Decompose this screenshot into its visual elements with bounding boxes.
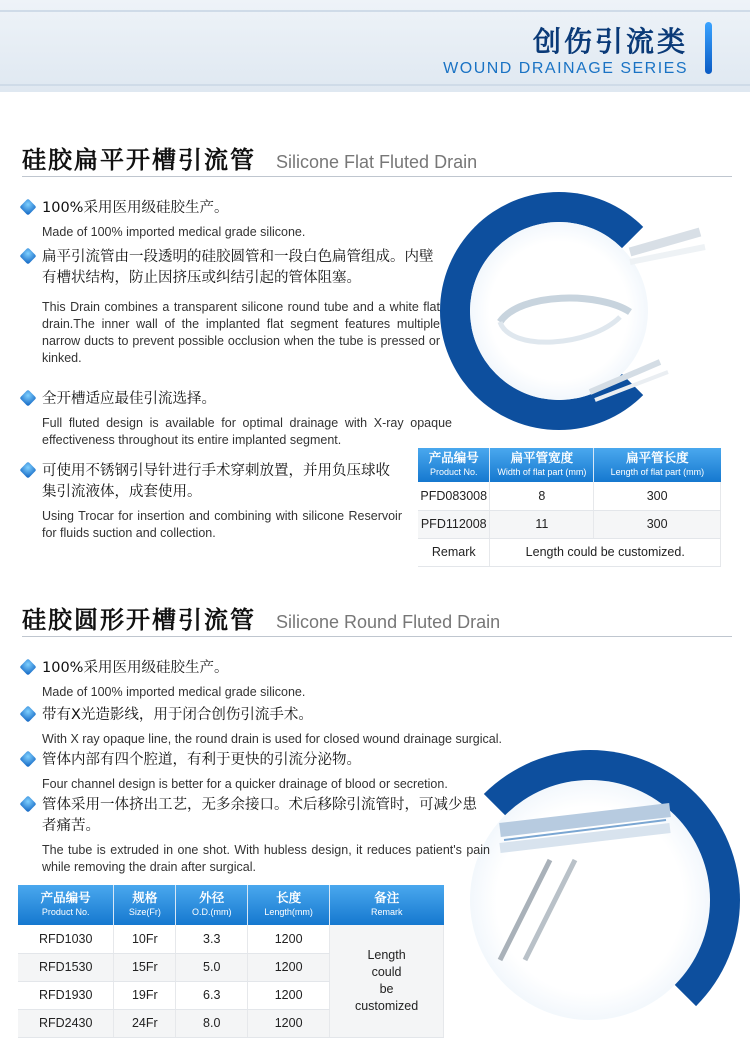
table-cell: 10Fr [114,925,176,953]
bullet-text-en: This Drain combines a transparent silicone round tube and a white flat drain.The inner wall of the implanted flat segment features multiple narrow ducts to prevent possible occlusion when the tube is pressed or kinked. [42,300,440,365]
diamond-bullet-icon [20,248,37,265]
table-cell: 1200 [248,1009,330,1037]
table-cell: 8 [490,482,594,510]
section2-bullet [22,795,490,876]
table-cell: 1200 [248,981,330,1009]
table-cell: 1200 [248,953,330,981]
section1-heading [22,140,477,175]
series-title-cn: 创伤引流类 [532,25,688,58]
round-drain-spec-table [18,885,444,1038]
section1-bullet [22,247,440,367]
table-cell: 300 [594,510,721,538]
table-cell: 3.3 [176,925,248,953]
header-banner [0,0,750,92]
table-row [418,482,721,510]
bullet-text-en: Using Trocar for insertion and combining with silicone Reservoir for fluids suction and collection. [42,509,402,540]
section1-bullet [22,461,402,542]
section2-divider [22,636,732,637]
table-cell: 15Fr [114,953,176,981]
round-drain-photo [490,800,690,970]
section2-bullet [22,705,562,748]
flat-drain-photo [480,222,710,422]
section1-title-en: Silicone Flat Fluted Drain [276,152,478,172]
remark-cell [330,925,444,1037]
bullet-text-en: Made of 100% imported medical grade silicone. [42,225,306,239]
diamond-bullet-icon [20,796,37,813]
bullet-text-en: Four channel design is better for a quicker drainage of blood or secretion. [42,777,448,791]
table-header: 长度 Length(mm) [248,885,330,925]
banner-stripe [0,84,750,86]
section2-title-cn: 硅胶圆形开槽引流管 [22,606,256,634]
remark-text: Length could be customized. [490,538,721,566]
section1-divider [22,176,732,177]
bullet-text-cn: 带有X光造影线，用于闭合创伤引流手术。 [42,707,313,723]
bullet-text-cn: 扁平引流管由一段透明的硅胶圆管和一段白色扁管组成。内壁有槽状结构，防止因挤压或纠结引起的管体阻塞。 [42,249,434,286]
table-cell: 19Fr [114,981,176,1009]
table-cell: PFD083008 [418,482,490,510]
diamond-bullet-icon [20,706,37,723]
remark-line: Length [367,947,406,962]
table-header: 扁平管宽度 Width of flat part (mm) [490,448,594,482]
bullet-text-en: With X ray opaque line, the round drain is used for closed wound drainage surgical. [42,732,502,746]
table-cell: RFD1530 [18,953,114,981]
table-header: 产品编号 Product No. [18,885,114,925]
table-header: 规格 Size(Fr) [114,885,176,925]
diamond-bullet-icon [20,462,37,479]
remark-line: be [379,981,394,996]
bullet-text-cn: 全开槽适应最佳引流选择。 [42,391,216,407]
table-header: 外径 O.D.(mm) [176,885,248,925]
remark-line: could [371,964,402,979]
table-cell: PFD112008 [418,510,490,538]
diamond-bullet-icon [20,390,37,407]
banner-stripe [0,10,750,12]
table-cell: RFD1930 [18,981,114,1009]
table-header: 备注 Remark [330,885,444,925]
table-cell: 11 [490,510,594,538]
table-cell: 300 [594,482,721,510]
table-cell: 6.3 [176,981,248,1009]
bullet-text-cn: 可使用不锈钢引导针进行手术穿刺放置，并用负压球收集引流液体，成套使用。 [42,463,390,500]
table-cell: RFD2430 [18,1009,114,1037]
table-header: 产品编号 Product No. [418,448,490,482]
section1-bullet [22,198,452,241]
bullet-text-en: Made of 100% imported medical grade silicone. [42,685,306,699]
section2-title-en: Silicone Round Fluted Drain [276,612,501,632]
diamond-bullet-icon [20,751,37,768]
table-row [418,538,721,566]
bullet-text-en: Full fluted design is available for optimal drainage with X-ray opaque effectiveness throughout its entire implanted segment. [42,416,452,447]
remark-line: customized [354,998,419,1013]
section1-bullet [22,389,452,449]
section2-heading [22,600,500,635]
diamond-bullet-icon [20,199,37,216]
bullet-text-cn: 管体内部有四个腔道，有利于更快的引流分泌物。 [42,752,361,768]
table-cell: RFD1030 [18,925,114,953]
remark-label: Remark [418,538,490,566]
section2-bullet [22,750,562,793]
series-title-en: WOUND DRAINAGE SERIES [443,60,688,77]
table-cell: 24Fr [114,1009,176,1037]
section2-bullet [22,658,562,701]
table-header: 扁平管长度 Length of flat part (mm) [594,448,721,482]
bullet-text-en: The tube is extruded in one shot. With hubless design, it reduces patient's pain while removing the drain after surgical. [42,843,490,874]
bullet-text-cn: 100%采用医用级硅胶生产。 [42,200,229,216]
accent-bar [705,22,712,74]
table-cell: 5.0 [176,953,248,981]
diamond-bullet-icon [20,659,37,676]
table-cell: 1200 [248,925,330,953]
table-row [18,925,444,953]
table-cell: 8.0 [176,1009,248,1037]
flat-drain-spec-table [418,448,721,567]
table-row [418,510,721,538]
bullet-text-cn: 管体采用一体挤出工艺，无多余接口。术后移除引流管时，可减少患者痛苦。 [42,797,477,834]
section1-title-cn: 硅胶扁平开槽引流管 [22,146,256,174]
bullet-text-cn: 100%采用医用级硅胶生产。 [42,660,229,676]
